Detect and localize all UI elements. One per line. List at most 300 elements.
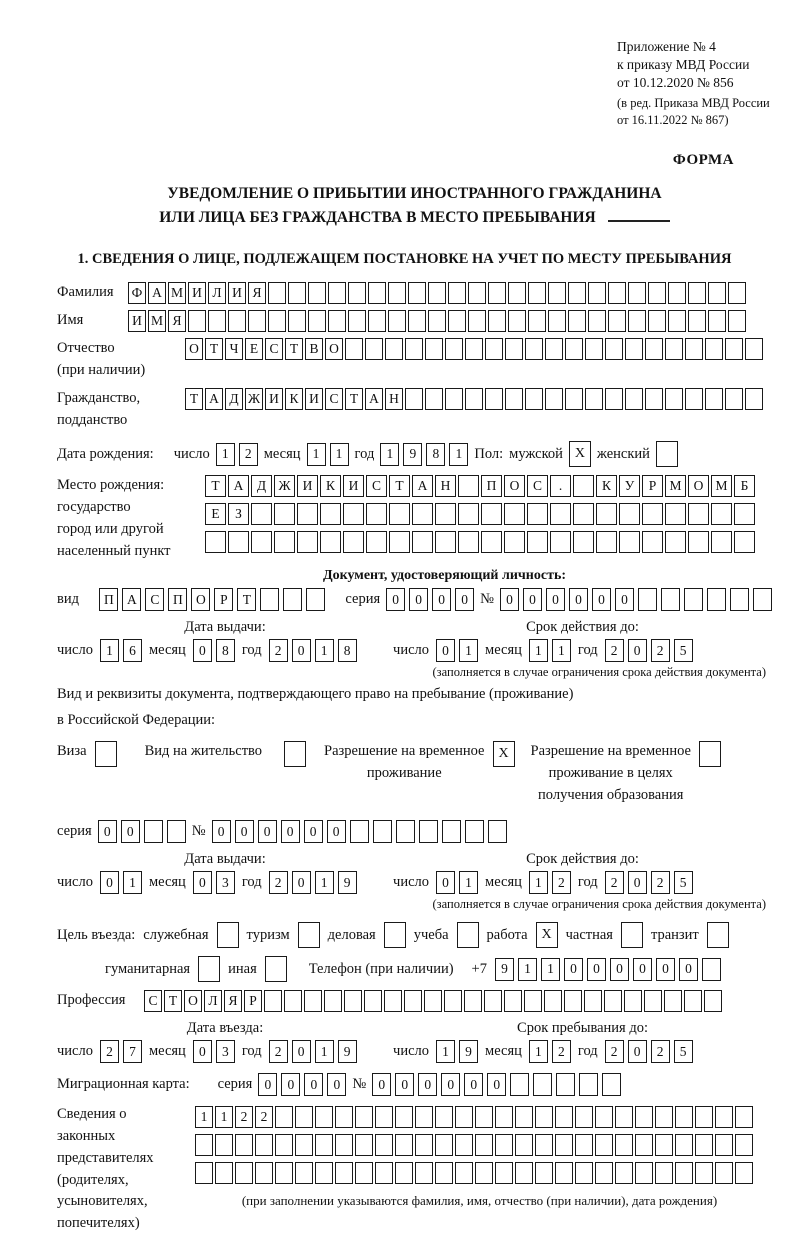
form-cell[interactable]: [575, 1134, 593, 1156]
form-cell[interactable]: 0: [292, 871, 311, 894]
form-cell[interactable]: [481, 531, 502, 553]
form-cell[interactable]: [364, 990, 382, 1012]
form-cell[interactable]: М: [148, 310, 166, 332]
citizenship-cells[interactable]: [185, 388, 763, 410]
form-cell[interactable]: 0: [327, 1073, 346, 1096]
form-cell[interactable]: [615, 1162, 633, 1184]
form-cell[interactable]: [688, 531, 709, 553]
form-cell[interactable]: [565, 338, 583, 360]
form-cell[interactable]: [251, 503, 272, 525]
form-cell[interactable]: 5: [674, 1040, 693, 1063]
form-cell[interactable]: П: [481, 475, 502, 497]
form-cell[interactable]: [395, 1106, 413, 1128]
form-cell[interactable]: [425, 338, 443, 360]
form-cell[interactable]: [295, 1162, 313, 1184]
form-cell[interactable]: [435, 1106, 453, 1128]
form-cell[interactable]: [504, 503, 525, 525]
residence-doc-number-cells[interactable]: [212, 820, 507, 843]
form-cell[interactable]: 0: [258, 1073, 277, 1096]
form-cell[interactable]: [728, 282, 746, 304]
form-cell[interactable]: [619, 503, 640, 525]
form-cell[interactable]: [455, 1134, 473, 1156]
form-cell[interactable]: [550, 503, 571, 525]
form-cell[interactable]: [638, 588, 657, 611]
form-cell[interactable]: [596, 531, 617, 553]
form-cell[interactable]: 0: [432, 588, 451, 611]
form-cell[interactable]: [705, 388, 723, 410]
form-cell[interactable]: А: [205, 388, 223, 410]
form-cell[interactable]: 7: [123, 1040, 142, 1063]
form-cell[interactable]: 0: [633, 958, 652, 981]
residence-valid-day-cells[interactable]: [436, 871, 478, 894]
form-cell[interactable]: [715, 1134, 733, 1156]
form-cell[interactable]: [615, 1134, 633, 1156]
form-cell[interactable]: [595, 1162, 613, 1184]
form-cell[interactable]: [445, 388, 463, 410]
form-cell[interactable]: [711, 531, 732, 553]
form-cell[interactable]: Я: [248, 282, 266, 304]
form-cell[interactable]: [504, 531, 525, 553]
form-cell[interactable]: [695, 1162, 713, 1184]
form-cell[interactable]: И: [297, 475, 318, 497]
form-cell[interactable]: [419, 820, 438, 843]
form-cell[interactable]: [735, 1106, 753, 1128]
form-cell[interactable]: [488, 820, 507, 843]
form-cell[interactable]: [366, 531, 387, 553]
form-cell[interactable]: [412, 503, 433, 525]
form-cell[interactable]: [665, 531, 686, 553]
form-cell[interactable]: [525, 338, 543, 360]
form-cell[interactable]: 0: [587, 958, 606, 981]
form-cell[interactable]: [655, 1134, 673, 1156]
form-cell[interactable]: [745, 338, 763, 360]
form-cell[interactable]: [260, 588, 279, 611]
form-cell[interactable]: [584, 990, 602, 1012]
form-cell[interactable]: [228, 310, 246, 332]
form-cell[interactable]: [595, 1134, 613, 1156]
form-cell[interactable]: [424, 990, 442, 1012]
form-cell[interactable]: [596, 503, 617, 525]
form-cell[interactable]: [707, 588, 726, 611]
form-cell[interactable]: 1: [216, 443, 235, 466]
form-cell[interactable]: [485, 338, 503, 360]
form-cell[interactable]: [495, 1162, 513, 1184]
form-cell[interactable]: [642, 503, 663, 525]
form-cell[interactable]: Т: [389, 475, 410, 497]
form-cell[interactable]: 1: [459, 639, 478, 662]
form-cell[interactable]: 1: [330, 443, 349, 466]
form-cell[interactable]: 9: [403, 443, 422, 466]
form-cell[interactable]: [668, 282, 686, 304]
form-cell[interactable]: 0: [372, 1073, 391, 1096]
form-cell[interactable]: [405, 338, 423, 360]
form-cell[interactable]: [555, 1106, 573, 1128]
form-cell[interactable]: [448, 310, 466, 332]
form-cell[interactable]: [645, 338, 663, 360]
form-cell[interactable]: 1: [529, 1040, 548, 1063]
form-cell[interactable]: [348, 282, 366, 304]
form-cell[interactable]: [468, 310, 486, 332]
birth-place-cells-row3[interactable]: [205, 531, 755, 553]
form-cell[interactable]: [396, 820, 415, 843]
form-cell[interactable]: [753, 588, 772, 611]
form-cell[interactable]: [608, 310, 626, 332]
form-cell[interactable]: [705, 338, 723, 360]
form-cell[interactable]: 0: [441, 1073, 460, 1096]
form-cell[interactable]: 0: [592, 588, 611, 611]
form-cell[interactable]: [688, 310, 706, 332]
form-cell[interactable]: 0: [304, 1073, 323, 1096]
form-cell[interactable]: 2: [651, 639, 670, 662]
form-cell[interactable]: 1: [449, 443, 468, 466]
form-cell[interactable]: [350, 820, 369, 843]
form-cell[interactable]: [389, 503, 410, 525]
identity-issue-month-cells[interactable]: [193, 639, 235, 662]
form-cell[interactable]: [515, 1162, 533, 1184]
form-cell[interactable]: [685, 388, 703, 410]
form-cell[interactable]: 2: [552, 871, 571, 894]
form-cell[interactable]: [404, 990, 422, 1012]
form-cell[interactable]: С: [527, 475, 548, 497]
form-cell[interactable]: [495, 1134, 513, 1156]
form-cell[interactable]: Ж: [245, 388, 263, 410]
form-cell[interactable]: [268, 282, 286, 304]
form-cell[interactable]: [585, 388, 603, 410]
purpose-opt-official-checkbox[interactable]: [217, 922, 239, 948]
form-cell[interactable]: [728, 310, 746, 332]
form-cell[interactable]: [251, 531, 272, 553]
form-cell[interactable]: [579, 1073, 598, 1096]
form-cell[interactable]: [425, 388, 443, 410]
form-cell[interactable]: [144, 820, 163, 843]
form-cell[interactable]: 0: [292, 1040, 311, 1063]
form-cell[interactable]: [605, 338, 623, 360]
form-cell[interactable]: 0: [679, 958, 698, 981]
form-cell[interactable]: [475, 1134, 493, 1156]
form-cell[interactable]: [625, 338, 643, 360]
form-cell[interactable]: 0: [258, 820, 277, 843]
form-cell[interactable]: С: [366, 475, 387, 497]
form-cell[interactable]: [465, 338, 483, 360]
form-cell[interactable]: [297, 503, 318, 525]
form-cell[interactable]: [585, 338, 603, 360]
form-cell[interactable]: [448, 282, 466, 304]
form-cell[interactable]: 2: [235, 1106, 253, 1128]
form-cell[interactable]: 2: [651, 1040, 670, 1063]
form-cell[interactable]: [684, 990, 702, 1012]
form-cell[interactable]: [675, 1162, 693, 1184]
form-cell[interactable]: [635, 1162, 653, 1184]
form-cell[interactable]: [275, 1106, 293, 1128]
form-cell[interactable]: [665, 503, 686, 525]
form-cell[interactable]: М: [168, 282, 186, 304]
form-cell[interactable]: К: [320, 475, 341, 497]
form-cell[interactable]: 8: [216, 639, 235, 662]
form-cell[interactable]: И: [188, 282, 206, 304]
form-cell[interactable]: [366, 503, 387, 525]
form-cell[interactable]: И: [343, 475, 364, 497]
form-cell[interactable]: [533, 1073, 552, 1096]
form-cell[interactable]: М: [665, 475, 686, 497]
form-cell[interactable]: [335, 1106, 353, 1128]
form-cell[interactable]: [235, 1162, 253, 1184]
form-cell[interactable]: [248, 310, 266, 332]
form-cell[interactable]: [628, 282, 646, 304]
form-cell[interactable]: 9: [495, 958, 514, 981]
form-cell[interactable]: Б: [734, 475, 755, 497]
form-cell[interactable]: 1: [315, 871, 334, 894]
form-cell[interactable]: Т: [345, 388, 363, 410]
form-cell[interactable]: [481, 503, 502, 525]
form-cell[interactable]: 0: [523, 588, 542, 611]
form-cell[interactable]: [435, 1162, 453, 1184]
form-cell[interactable]: [645, 388, 663, 410]
form-cell[interactable]: Я: [168, 310, 186, 332]
option-temp-residence-education-checkbox[interactable]: [699, 741, 721, 767]
identity-valid-year-cells[interactable]: [605, 639, 693, 662]
form-cell[interactable]: [297, 531, 318, 553]
form-cell[interactable]: А: [412, 475, 433, 497]
form-cell[interactable]: [708, 282, 726, 304]
form-cell[interactable]: 3: [216, 1040, 235, 1063]
form-cell[interactable]: 9: [338, 1040, 357, 1063]
form-cell[interactable]: [235, 1134, 253, 1156]
form-cell[interactable]: 1: [552, 639, 571, 662]
option-residence-permit-checkbox[interactable]: [284, 741, 306, 767]
form-cell[interactable]: [355, 1162, 373, 1184]
form-cell[interactable]: [315, 1134, 333, 1156]
form-cell[interactable]: [619, 531, 640, 553]
form-cell[interactable]: [684, 588, 703, 611]
form-cell[interactable]: 8: [426, 443, 445, 466]
birth-place-cells-row1[interactable]: [205, 475, 755, 497]
form-cell[interactable]: 0: [281, 820, 300, 843]
form-cell[interactable]: [510, 1073, 529, 1096]
form-cell[interactable]: [515, 1134, 533, 1156]
sex-male-checkbox[interactable]: X: [569, 441, 591, 467]
form-cell[interactable]: И: [228, 282, 246, 304]
surname-cells[interactable]: [128, 282, 746, 304]
birth-month-cells[interactable]: [307, 443, 349, 466]
identity-doc-kind-cells[interactable]: [99, 588, 325, 611]
migration-card-number-cells[interactable]: [372, 1073, 621, 1096]
form-cell[interactable]: [445, 338, 463, 360]
given-name-cells[interactable]: [128, 310, 746, 332]
form-cell[interactable]: [505, 338, 523, 360]
form-cell[interactable]: 0: [235, 820, 254, 843]
form-cell[interactable]: О: [504, 475, 525, 497]
purpose-opt-humanitarian-checkbox[interactable]: [198, 956, 220, 982]
form-cell[interactable]: [548, 310, 566, 332]
form-cell[interactable]: 0: [304, 820, 323, 843]
form-cell[interactable]: [735, 1134, 753, 1156]
form-cell[interactable]: [228, 531, 249, 553]
form-cell[interactable]: [528, 282, 546, 304]
form-cell[interactable]: Ч: [225, 338, 243, 360]
form-cell[interactable]: 0: [628, 1040, 647, 1063]
form-cell[interactable]: [435, 1134, 453, 1156]
form-cell[interactable]: [484, 990, 502, 1012]
form-cell[interactable]: [644, 990, 662, 1012]
form-cell[interactable]: [565, 388, 583, 410]
form-cell[interactable]: 5: [674, 639, 693, 662]
form-cell[interactable]: 9: [338, 871, 357, 894]
entry-month-cells[interactable]: [193, 1040, 235, 1063]
form-cell[interactable]: И: [128, 310, 146, 332]
form-cell[interactable]: [320, 503, 341, 525]
form-cell[interactable]: [275, 1162, 293, 1184]
form-cell[interactable]: Л: [204, 990, 222, 1012]
form-cell[interactable]: [556, 1073, 575, 1096]
form-cell[interactable]: [442, 820, 461, 843]
form-cell[interactable]: [715, 1106, 733, 1128]
form-cell[interactable]: 1: [380, 443, 399, 466]
form-cell[interactable]: [508, 282, 526, 304]
form-cell[interactable]: 6: [123, 639, 142, 662]
form-cell[interactable]: [545, 338, 563, 360]
form-cell[interactable]: [524, 990, 542, 1012]
form-cell[interactable]: 5: [674, 871, 693, 894]
form-cell[interactable]: [665, 338, 683, 360]
form-cell[interactable]: [215, 1162, 233, 1184]
form-cell[interactable]: С: [145, 588, 164, 611]
form-cell[interactable]: Ф: [128, 282, 146, 304]
form-cell[interactable]: К: [596, 475, 617, 497]
residence-issue-day-cells[interactable]: [100, 871, 142, 894]
form-cell[interactable]: [734, 503, 755, 525]
form-cell[interactable]: [527, 503, 548, 525]
form-cell[interactable]: [205, 531, 226, 553]
residence-valid-month-cells[interactable]: [529, 871, 571, 894]
form-cell[interactable]: 1: [459, 871, 478, 894]
form-cell[interactable]: [455, 1106, 473, 1128]
form-cell[interactable]: 1: [100, 639, 119, 662]
form-cell[interactable]: [564, 990, 582, 1012]
form-cell[interactable]: [734, 531, 755, 553]
form-cell[interactable]: Е: [245, 338, 263, 360]
form-cell[interactable]: [195, 1134, 213, 1156]
form-cell[interactable]: [295, 1106, 313, 1128]
form-cell[interactable]: [588, 310, 606, 332]
form-cell[interactable]: [735, 1162, 753, 1184]
purpose-opt-private-checkbox[interactable]: [621, 922, 643, 948]
form-cell[interactable]: 0: [546, 588, 565, 611]
form-cell[interactable]: [688, 503, 709, 525]
form-cell[interactable]: А: [365, 388, 383, 410]
residence-doc-series-cells[interactable]: [98, 820, 186, 843]
form-cell[interactable]: О: [191, 588, 210, 611]
form-cell[interactable]: 0: [395, 1073, 414, 1096]
form-cell[interactable]: И: [265, 388, 283, 410]
form-cell[interactable]: 0: [628, 871, 647, 894]
birth-day-cells[interactable]: [216, 443, 258, 466]
form-cell[interactable]: 2: [269, 639, 288, 662]
form-cell[interactable]: [343, 503, 364, 525]
form-cell[interactable]: З: [228, 503, 249, 525]
form-cell[interactable]: 0: [193, 639, 212, 662]
form-cell[interactable]: [688, 282, 706, 304]
form-cell[interactable]: Л: [208, 282, 226, 304]
form-cell[interactable]: [595, 1106, 613, 1128]
form-cell[interactable]: 1: [123, 871, 142, 894]
stay-until-year-cells[interactable]: [605, 1040, 693, 1063]
form-cell[interactable]: [385, 338, 403, 360]
form-cell[interactable]: [488, 282, 506, 304]
form-cell[interactable]: [573, 531, 594, 553]
form-cell[interactable]: [283, 588, 302, 611]
form-cell[interactable]: [345, 338, 363, 360]
form-cell[interactable]: [355, 1106, 373, 1128]
form-cell[interactable]: В: [305, 338, 323, 360]
form-cell[interactable]: [328, 282, 346, 304]
form-cell[interactable]: [306, 588, 325, 611]
form-cell[interactable]: [575, 1106, 593, 1128]
representatives-cells-row1[interactable]: [195, 1106, 753, 1128]
form-cell[interactable]: [408, 282, 426, 304]
purpose-opt-transit-checkbox[interactable]: [707, 922, 729, 948]
form-cell[interactable]: [274, 531, 295, 553]
form-cell[interactable]: [465, 820, 484, 843]
form-cell[interactable]: [685, 338, 703, 360]
form-cell[interactable]: [255, 1134, 273, 1156]
form-cell[interactable]: [527, 531, 548, 553]
form-cell[interactable]: [711, 503, 732, 525]
form-cell[interactable]: [704, 990, 722, 1012]
form-cell[interactable]: [730, 588, 749, 611]
form-cell[interactable]: Т: [205, 338, 223, 360]
form-cell[interactable]: [464, 990, 482, 1012]
identity-issue-year-cells[interactable]: [269, 639, 357, 662]
identity-doc-number-cells[interactable]: [500, 588, 772, 611]
form-cell[interactable]: Ж: [274, 475, 295, 497]
form-cell[interactable]: 2: [605, 639, 624, 662]
identity-valid-day-cells[interactable]: [436, 639, 478, 662]
form-cell[interactable]: 0: [193, 1040, 212, 1063]
form-cell[interactable]: [458, 503, 479, 525]
form-cell[interactable]: [624, 990, 642, 1012]
form-cell[interactable]: О: [185, 338, 203, 360]
form-cell[interactable]: 0: [121, 820, 140, 843]
form-cell[interactable]: [288, 282, 306, 304]
form-cell[interactable]: [415, 1162, 433, 1184]
form-cell[interactable]: [515, 1106, 533, 1128]
form-cell[interactable]: [702, 958, 721, 981]
form-cell[interactable]: [288, 310, 306, 332]
form-cell[interactable]: Р: [642, 475, 663, 497]
form-cell[interactable]: Д: [251, 475, 272, 497]
form-cell[interactable]: И: [305, 388, 323, 410]
form-cell[interactable]: [375, 1106, 393, 1128]
form-cell[interactable]: С: [144, 990, 162, 1012]
profession-cells[interactable]: [144, 990, 722, 1012]
form-cell[interactable]: 1: [529, 871, 548, 894]
phone-cells[interactable]: [495, 958, 721, 981]
form-cell[interactable]: [215, 1134, 233, 1156]
form-cell[interactable]: 0: [487, 1073, 506, 1096]
form-cell[interactable]: [675, 1106, 693, 1128]
form-cell[interactable]: [167, 820, 186, 843]
form-cell[interactable]: 0: [100, 871, 119, 894]
form-cell[interactable]: [505, 388, 523, 410]
form-cell[interactable]: [525, 388, 543, 410]
form-cell[interactable]: А: [122, 588, 141, 611]
form-cell[interactable]: П: [99, 588, 118, 611]
form-cell[interactable]: 2: [605, 871, 624, 894]
form-cell[interactable]: [485, 388, 503, 410]
form-cell[interactable]: 0: [564, 958, 583, 981]
purpose-opt-other-checkbox[interactable]: [265, 956, 287, 982]
form-cell[interactable]: 1: [307, 443, 326, 466]
